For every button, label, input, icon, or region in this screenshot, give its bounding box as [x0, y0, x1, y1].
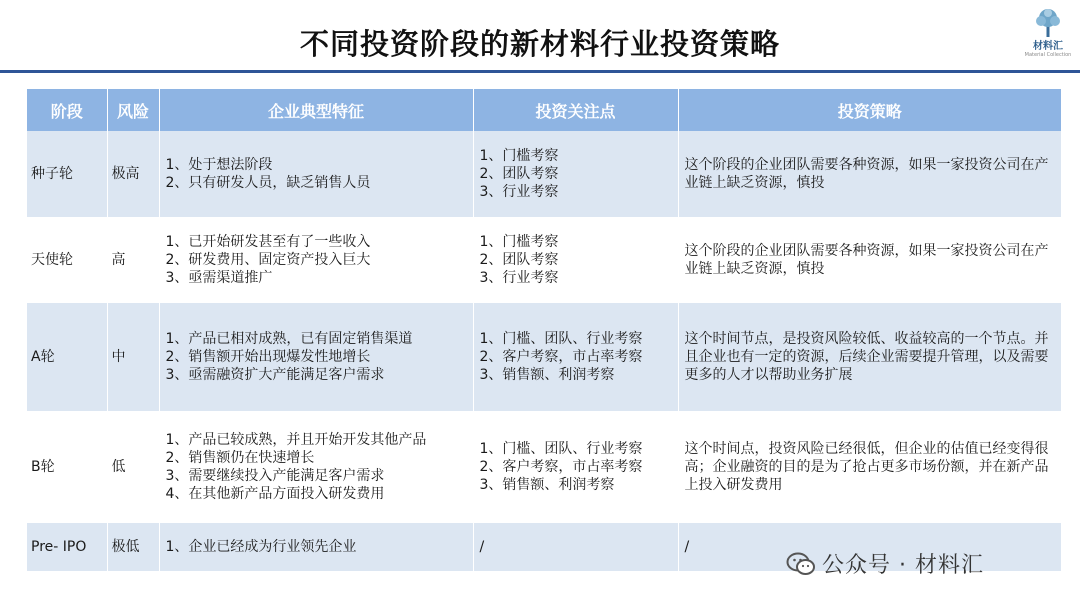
strategy-text: /	[684, 539, 690, 555]
focus-line: /	[479, 539, 485, 555]
logo-subtext: Material Collection	[1024, 52, 1072, 58]
title-divider	[0, 70, 1080, 73]
feature-line: 1、已开始研发甚至有了一些收入	[165, 234, 371, 250]
column-header-features: 企业典型特征	[159, 89, 473, 131]
stage-cell: 种子轮	[27, 131, 107, 217]
feature-line: 2、销售额开始出现爆发性地增长	[165, 349, 371, 365]
focus-line: 2、客户考察，市占率考察	[479, 349, 643, 365]
features-cell	[159, 131, 473, 217]
strategy-text: 这个阶段的企业团队需要各种资源，如果一家投资公司在产业链上缺乏资源，慎投	[684, 243, 1049, 277]
features-cell	[159, 523, 473, 571]
stage-cell: 天使轮	[27, 217, 107, 303]
focus-cell	[473, 523, 678, 571]
strategy-text: 这个时间点，投资风险已经很低，但企业的估值已经变得很高；企业融资的目的是为了抢占更多市场份额，并在新产品上投入研发费用	[684, 441, 1049, 493]
strategy-cell	[678, 131, 1061, 217]
wechat-watermark	[786, 548, 984, 579]
focus-line: 3、行业考察	[479, 184, 559, 200]
feature-line: 2、研发费用、固定资产投入巨大	[165, 252, 371, 268]
stage-cell: Pre- IPO	[27, 523, 107, 571]
table-header-row	[27, 89, 1061, 131]
feature-line: 2、销售额仍在快速增长	[165, 450, 315, 466]
column-header-stage: 阶段	[27, 89, 107, 131]
feature-line: 1、产品已较成熟，并且开始开发其他产品	[165, 432, 427, 448]
feature-line: 3、亟需渠道推广	[165, 270, 273, 286]
focus-line: 3、销售额、利润考察	[479, 477, 615, 493]
focus-cell	[473, 131, 678, 217]
risk-cell: 极高	[107, 131, 159, 217]
feature-line: 3、需要继续投入产能满足客户需求	[165, 468, 385, 484]
strategy-cell	[678, 217, 1061, 303]
focus-line: 3、行业考察	[479, 270, 559, 286]
column-header-risk: 风险	[107, 89, 159, 131]
strategy-cell	[678, 303, 1061, 411]
table-row	[27, 303, 1061, 411]
column-header-focus: 投资关注点	[473, 89, 678, 131]
focus-line: 2、团队考察	[479, 252, 559, 268]
page-title: 不同投资阶段的新材料行业投资策略	[299, 27, 780, 61]
table-row	[27, 131, 1061, 217]
feature-line: 1、处于想法阶段	[165, 157, 273, 173]
watermark-text: 公众号 · 材料汇	[822, 553, 984, 578]
investment-strategy-table	[27, 89, 1061, 571]
focus-line: 1、门槛、团队、行业考察	[479, 331, 643, 347]
focus-cell	[473, 411, 678, 523]
risk-cell: 低	[107, 411, 159, 523]
logo-text: 材料汇	[1033, 41, 1063, 52]
feature-line: 2、只有研发人员，缺乏销售人员	[165, 175, 371, 191]
brand-logo	[1018, 6, 1078, 66]
focus-cell	[473, 217, 678, 303]
stage-cell: B轮	[27, 411, 107, 523]
wechat-icon	[786, 551, 816, 577]
focus-line: 1、门槛、团队、行业考察	[479, 441, 643, 457]
focus-line: 1、门槛考察	[479, 234, 559, 250]
focus-line: 1、门槛考察	[479, 148, 559, 164]
table-row	[27, 217, 1061, 303]
feature-line: 1、产品已相对成熟，已有固定销售渠道	[165, 331, 413, 347]
feature-line: 3、亟需融资扩大产能满足客户需求	[165, 367, 385, 383]
features-cell	[159, 303, 473, 411]
strategy-text: 这个时间节点，是投资风险较低、收益较高的一个节点。并且企业也有一定的资源，后续企业需要提升管理，以及需要更多的人才以帮助业务扩展	[684, 331, 1049, 383]
focus-line: 2、团队考察	[479, 166, 559, 182]
strategy-text: 这个阶段的企业团队需要各种资源，如果一家投资公司在产业链上缺乏资源，慎投	[684, 157, 1049, 191]
focus-line: 2、客户考察，市占率考察	[479, 459, 643, 475]
features-cell	[159, 217, 473, 303]
feature-line: 4、在其他新产品方面投入研发费用	[165, 486, 385, 502]
focus-line: 3、销售额、利润考察	[479, 367, 615, 383]
tree-logo-icon	[1031, 6, 1065, 40]
stage-cell: A轮	[27, 303, 107, 411]
focus-cell	[473, 303, 678, 411]
features-cell	[159, 411, 473, 523]
risk-cell: 极低	[107, 523, 159, 571]
strategy-cell	[678, 411, 1061, 523]
risk-cell: 高	[107, 217, 159, 303]
feature-line: 1、企业已经成为行业领先企业	[165, 539, 357, 555]
risk-cell: 中	[107, 303, 159, 411]
table-row	[27, 411, 1061, 523]
column-header-strategy: 投资策略	[678, 89, 1061, 131]
